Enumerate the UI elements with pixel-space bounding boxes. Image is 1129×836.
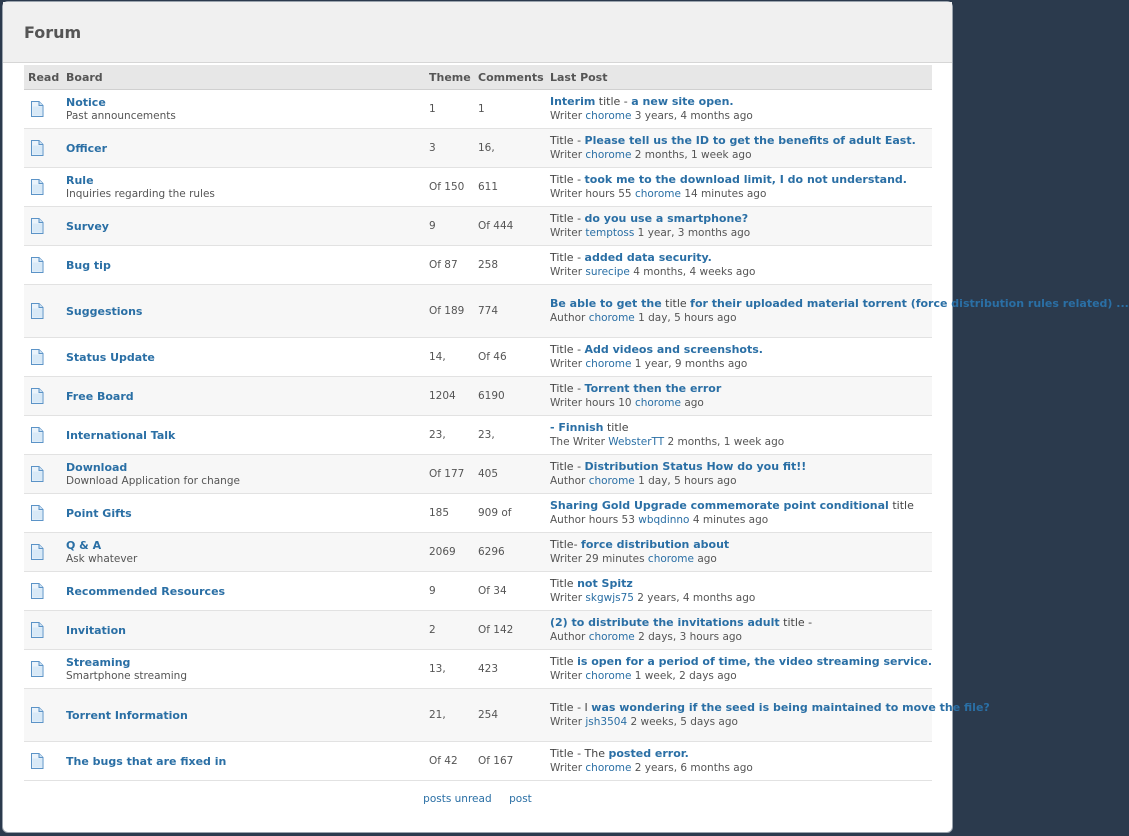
page-title: Forum: [24, 23, 82, 42]
header-row: [24, 65, 932, 90]
footer-links: [3, 792, 952, 805]
table-row: [24, 572, 932, 611]
comments-count: 405: [474, 455, 546, 494]
last-post-cell: [546, 338, 932, 377]
document-icon: [30, 544, 44, 560]
comments-count: Of 444: [474, 207, 546, 246]
comments-count: 611: [474, 168, 546, 207]
post-title-link[interactable]: (2) to distribute the invitations adult: [550, 616, 780, 629]
last-post-meta: [550, 226, 932, 240]
document-icon: [30, 257, 44, 273]
post-title-link[interactable]: Interim: [550, 95, 596, 108]
post-title-link[interactable]: Please tell us the ID to get the benefits of adult East.: [584, 134, 916, 147]
document-icon: [30, 753, 44, 769]
last-post-cell: [546, 742, 932, 781]
last-post-title: [550, 95, 932, 109]
table-row: [24, 338, 932, 377]
last-post-title: [550, 134, 932, 148]
comments-count: 6296: [474, 533, 546, 572]
meta-text: Writer: [550, 149, 586, 161]
board-cell: [62, 207, 425, 246]
last-post-meta: [550, 109, 932, 123]
comments-count: 258: [474, 246, 546, 285]
post-title-text: Title -: [550, 134, 585, 147]
comments-count: 909 of: [474, 494, 546, 533]
board-cell: [62, 650, 425, 689]
last-post-meta: [550, 187, 932, 201]
comments-count: Of 46: [474, 338, 546, 377]
read-cell: [24, 416, 62, 455]
last-post-title: [550, 499, 932, 513]
theme-count: 1204: [425, 377, 474, 416]
document-icon: [30, 661, 44, 677]
last-post-cell: [546, 689, 990, 742]
last-post-title: [550, 173, 932, 187]
last-post-meta: [550, 552, 932, 566]
last-post-meta: [550, 265, 932, 279]
meta-text: 4 minutes ago: [689, 514, 769, 526]
document-icon: [30, 303, 44, 319]
theme-count: 9: [425, 207, 474, 246]
read-cell: [24, 207, 62, 246]
col-header-theme: Theme: [425, 65, 474, 90]
last-post-cell: [546, 168, 932, 207]
meta-text: Author: [550, 475, 589, 487]
board-cell: [62, 90, 425, 129]
last-post-cell: [546, 207, 932, 246]
post-title-link[interactable]: force distribution about: [581, 538, 730, 551]
theme-count: 14,: [425, 338, 474, 377]
meta-text: Writer: [550, 592, 586, 604]
post-link[interactable]: post: [509, 793, 532, 805]
post-title-text: Title -: [550, 251, 585, 264]
comments-count: 423: [474, 650, 546, 689]
read-cell: [24, 455, 62, 494]
post-title-link[interactable]: took me to the download limit, I do not understand.: [584, 173, 907, 186]
read-cell: [24, 689, 62, 742]
board-description: Ask whatever: [66, 553, 138, 565]
author-link[interactable]: chorome: [585, 110, 632, 122]
last-post-meta: [550, 715, 932, 729]
author-link[interactable]: chorome: [588, 631, 635, 643]
last-post-cell: [546, 377, 932, 416]
author-link[interactable]: chorome: [634, 188, 681, 200]
last-post-title: [550, 212, 932, 226]
col-header-read: Read: [24, 65, 62, 90]
board-table: [24, 65, 1129, 781]
post-title-link[interactable]: do you use a smartphone?: [584, 212, 749, 225]
meta-text: 2 weeks, 5 days ago: [627, 716, 738, 728]
post-title-text: Title -: [550, 382, 585, 395]
board-cell: [62, 338, 425, 377]
comments-count: Of 167: [474, 742, 546, 781]
last-post-meta: [550, 311, 932, 325]
author-link[interactable]: chorome: [588, 475, 635, 487]
meta-text: 2 days, 3 hours ago: [634, 631, 742, 643]
read-cell: [24, 533, 62, 572]
board-name-link[interactable]: Suggestions: [66, 304, 143, 318]
meta-text: 2 months, 1 week ago: [664, 436, 785, 448]
last-post-title: [550, 343, 932, 357]
board-cell: [62, 455, 425, 494]
theme-count: 21,: [425, 689, 474, 742]
theme-count: Of 42: [425, 742, 474, 781]
table-row: [24, 207, 932, 246]
document-icon: [30, 466, 44, 482]
meta-text: Writer: [550, 227, 586, 239]
table-row: [24, 377, 932, 416]
last-post-cell: [546, 572, 932, 611]
last-post-meta: [550, 396, 932, 410]
author-link[interactable]: skgwjs75: [585, 592, 634, 604]
meta-text: ago: [681, 397, 704, 409]
author-link[interactable]: surecipe: [585, 266, 630, 278]
meta-text: Author hours 53: [550, 514, 639, 526]
post-title-link[interactable]: Be able to get the: [550, 297, 662, 310]
last-post-title: [550, 577, 932, 591]
author-link[interactable]: chorome: [585, 358, 632, 370]
board-name-link[interactable]: Bug tip: [66, 258, 111, 272]
theme-count: Of 177: [425, 455, 474, 494]
document-icon: [30, 505, 44, 521]
theme-count: 13,: [425, 650, 474, 689]
meta-text: 1 year, 3 months ago: [634, 227, 751, 239]
last-post-cell: [546, 129, 932, 168]
post-title-link[interactable]: for their uploaded material torrent (force distribution rules related) ...: [690, 297, 1129, 310]
board-cell: [62, 689, 425, 742]
last-post-cell: [546, 90, 932, 129]
comments-count: 6190: [474, 377, 546, 416]
last-post-title: [550, 297, 1129, 311]
last-post-cell: [546, 416, 932, 455]
last-post-cell: [546, 533, 932, 572]
meta-text: 4 months, 4 weeks ago: [629, 266, 756, 278]
document-icon: [30, 140, 44, 156]
meta-text: Writer: [550, 716, 586, 728]
author-link[interactable]: chorome: [585, 149, 632, 161]
meta-text: 14 minutes ago: [681, 188, 767, 200]
meta-text: Author: [550, 631, 589, 643]
post-title-text: title: [888, 499, 914, 512]
document-icon: [30, 707, 44, 723]
meta-text: 2 months, 1 week ago: [631, 149, 752, 161]
author-link[interactable]: WebsterTT: [608, 436, 665, 448]
meta-text: Author: [550, 312, 589, 324]
meta-text: ago: [693, 553, 717, 565]
post-title-text: Title -: [550, 212, 585, 225]
table-row: [24, 90, 932, 129]
post-title-text: title -: [595, 95, 632, 108]
read-cell: [24, 338, 62, 377]
last-post-title: [550, 747, 932, 761]
meta-text: 3 years, 4 months ago: [631, 110, 753, 122]
read-cell: [24, 246, 62, 285]
post-title-text: Title-: [550, 538, 582, 551]
board-name-link[interactable]: International Talk: [66, 428, 176, 442]
document-icon: [30, 218, 44, 234]
last-post-title: [550, 382, 932, 396]
author-link[interactable]: temptoss: [585, 227, 635, 239]
col-header-comments: Comments: [474, 65, 546, 90]
theme-count: 3: [425, 129, 474, 168]
theme-count: 23,: [425, 416, 474, 455]
last-post-meta: [550, 435, 932, 449]
document-icon: [30, 388, 44, 404]
board-name-link[interactable]: Torrent Information: [66, 708, 188, 722]
theme-count: 9: [425, 572, 474, 611]
table-row: [24, 533, 932, 572]
post-title-text: Title - I: [550, 701, 592, 714]
table-row: [24, 129, 932, 168]
meta-text: Writer: [550, 358, 586, 370]
comments-count: 774: [474, 285, 546, 338]
theme-count: 2069: [425, 533, 474, 572]
board-cell: [62, 285, 425, 338]
board-name-link[interactable]: Status Update: [66, 350, 155, 364]
last-post-meta: [550, 148, 932, 162]
board-cell: [62, 377, 425, 416]
last-post-title: [550, 251, 932, 265]
board-cell: [62, 611, 425, 650]
theme-count: 1: [425, 90, 474, 129]
board-description: Download Application for change: [66, 475, 240, 487]
comments-count: 1: [474, 90, 546, 129]
read-cell: [24, 90, 62, 129]
board-cell: [62, 168, 425, 207]
board-description: Smartphone streaming: [66, 670, 187, 682]
last-post-title: [550, 421, 932, 435]
last-post-title: [550, 701, 990, 715]
col-header-board: Board: [62, 65, 425, 90]
board-name-link[interactable]: Officer: [66, 141, 108, 155]
meta-text: Writer hours 10: [550, 397, 635, 409]
table-row: [24, 611, 932, 650]
read-cell: [24, 572, 62, 611]
comments-count: 23,: [474, 416, 546, 455]
meta-text: 1 day, 5 hours ago: [634, 475, 737, 487]
board-description: Past announcements: [66, 110, 176, 122]
read-cell: [24, 650, 62, 689]
post-title-link[interactable]: Distribution Status How do you fit!!: [584, 460, 807, 473]
post-title-link[interactable]: - Finnish: [550, 421, 604, 434]
theme-count: Of 189: [425, 285, 474, 338]
board-cell: [62, 416, 425, 455]
board-cell: [62, 533, 425, 572]
document-icon: [30, 349, 44, 365]
post-title-link[interactable]: a new site open.: [631, 95, 734, 108]
last-post-cell: [546, 285, 1129, 338]
document-icon: [30, 427, 44, 443]
post-title-link[interactable]: posted error.: [608, 747, 689, 760]
document-icon: [30, 179, 44, 195]
theme-count: 2: [425, 611, 474, 650]
author-link[interactable]: chorome: [634, 397, 681, 409]
last-post-cell: [546, 494, 932, 533]
last-post-title: [550, 616, 932, 630]
table-row: [24, 168, 932, 207]
board-cell: [62, 494, 425, 533]
last-post-meta: [550, 630, 932, 644]
comments-count: 16,: [474, 129, 546, 168]
table-row: [24, 742, 932, 781]
last-post-cell: [546, 650, 932, 689]
read-cell: [24, 285, 62, 338]
board-name-link[interactable]: Q & A: [66, 539, 102, 552]
author-link[interactable]: chorome: [585, 762, 632, 774]
table-row: [24, 246, 932, 285]
document-icon: [30, 622, 44, 638]
meta-text: Writer hours 55: [550, 188, 635, 200]
table-row: [24, 689, 932, 742]
meta-text: Writer: [550, 266, 586, 278]
last-post-cell: [546, 246, 932, 285]
title-bar: [3, 2, 952, 63]
post-title-text: Title -: [550, 173, 585, 186]
last-post-meta: [550, 513, 932, 527]
author-link[interactable]: chorome: [585, 670, 632, 682]
read-cell: [24, 168, 62, 207]
post-title-text: Title: [550, 577, 578, 590]
author-link[interactable]: chorome: [588, 312, 635, 324]
comments-count: Of 34: [474, 572, 546, 611]
post-title-text: Title - The: [550, 747, 609, 760]
theme-count: Of 87: [425, 246, 474, 285]
last-post-meta: [550, 669, 932, 683]
post-title-text: title -: [779, 616, 813, 629]
meta-text: Writer: [550, 670, 586, 682]
board-description: Inquiries regarding the rules: [66, 188, 215, 200]
board-name-link[interactable]: Point Gifts: [66, 506, 132, 520]
meta-text: 2 years, 6 months ago: [631, 762, 753, 774]
board-name-link[interactable]: The bugs that are fixed in: [66, 754, 227, 768]
meta-text: 2 years, 4 months ago: [633, 592, 756, 604]
comments-count: 254: [474, 689, 546, 742]
author-link[interactable]: chorome: [647, 553, 694, 565]
post-title-text: Title: [550, 655, 578, 668]
last-post-cell: [546, 611, 932, 650]
last-post-meta: [550, 591, 932, 605]
board-name-link[interactable]: Free Board: [66, 389, 134, 403]
read-cell: [24, 611, 62, 650]
post-title-text: title: [661, 297, 691, 310]
theme-count: 185: [425, 494, 474, 533]
last-post-title: [550, 460, 932, 474]
document-icon: [30, 583, 44, 599]
table-row: [24, 494, 932, 533]
posts-unread-link[interactable]: posts unread: [423, 793, 492, 805]
read-cell: [24, 129, 62, 168]
post-title-link[interactable]: Add videos and screenshots.: [584, 343, 763, 356]
theme-count: Of 150: [425, 168, 474, 207]
post-title-text: Title -: [550, 460, 585, 473]
author-link[interactable]: jsh3504: [585, 716, 628, 728]
table-row: [24, 285, 932, 338]
document-icon: [30, 101, 44, 117]
board-name-link[interactable]: Notice: [66, 96, 106, 109]
post-title-link[interactable]: added data security.: [584, 251, 712, 264]
last-post-meta: [550, 474, 932, 488]
meta-text: Writer: [550, 110, 586, 122]
table-row: [24, 650, 932, 689]
meta-text: Writer: [550, 762, 586, 774]
board-cell: [62, 742, 425, 781]
board-name-link[interactable]: Streaming: [66, 656, 131, 669]
post-title-link[interactable]: Sharing Gold Upgrade commemorate point conditional: [550, 499, 889, 512]
read-cell: [24, 494, 62, 533]
board-cell: [62, 572, 425, 611]
board-name-link[interactable]: Download: [66, 461, 128, 474]
board-name-link[interactable]: Survey: [66, 219, 109, 233]
meta-text: The Writer: [550, 436, 609, 448]
forum-window: [2, 1, 1129, 833]
last-post-title: [550, 655, 932, 669]
post-title-link[interactable]: is open for a period of time, the video streaming service.: [577, 655, 933, 668]
board-cell: [62, 129, 425, 168]
read-cell: [24, 377, 62, 416]
col-header-last-post: Last Post: [546, 65, 932, 90]
read-cell: [24, 742, 62, 781]
table-row: [24, 455, 932, 494]
post-title-text: title: [603, 421, 629, 434]
meta-text: Writer 29 minutes: [550, 553, 648, 565]
board-name-link[interactable]: Recommended Resources: [66, 584, 226, 598]
post-title-link[interactable]: was wondering if the seed is being maintained to move the file?: [591, 701, 990, 714]
last-post-cell: [546, 455, 932, 494]
meta-text: 1 year, 9 months ago: [631, 358, 748, 370]
board-name-link[interactable]: Invitation: [66, 623, 126, 637]
last-post-meta: [550, 761, 932, 775]
post-title-text: Title -: [550, 343, 585, 356]
author-link[interactable]: wbqdinno: [638, 514, 690, 526]
table-row: [24, 416, 932, 455]
meta-text: 1 week, 2 days ago: [631, 670, 737, 682]
post-title-link[interactable]: not Spitz: [577, 577, 633, 590]
meta-text: 1 day, 5 hours ago: [634, 312, 737, 324]
board-cell: [62, 246, 425, 285]
comments-count: Of 142: [474, 611, 546, 650]
last-post-meta: [550, 357, 932, 371]
post-title-link[interactable]: Torrent then the error: [584, 382, 722, 395]
board-name-link[interactable]: Rule: [66, 174, 94, 187]
last-post-title: [550, 538, 932, 552]
